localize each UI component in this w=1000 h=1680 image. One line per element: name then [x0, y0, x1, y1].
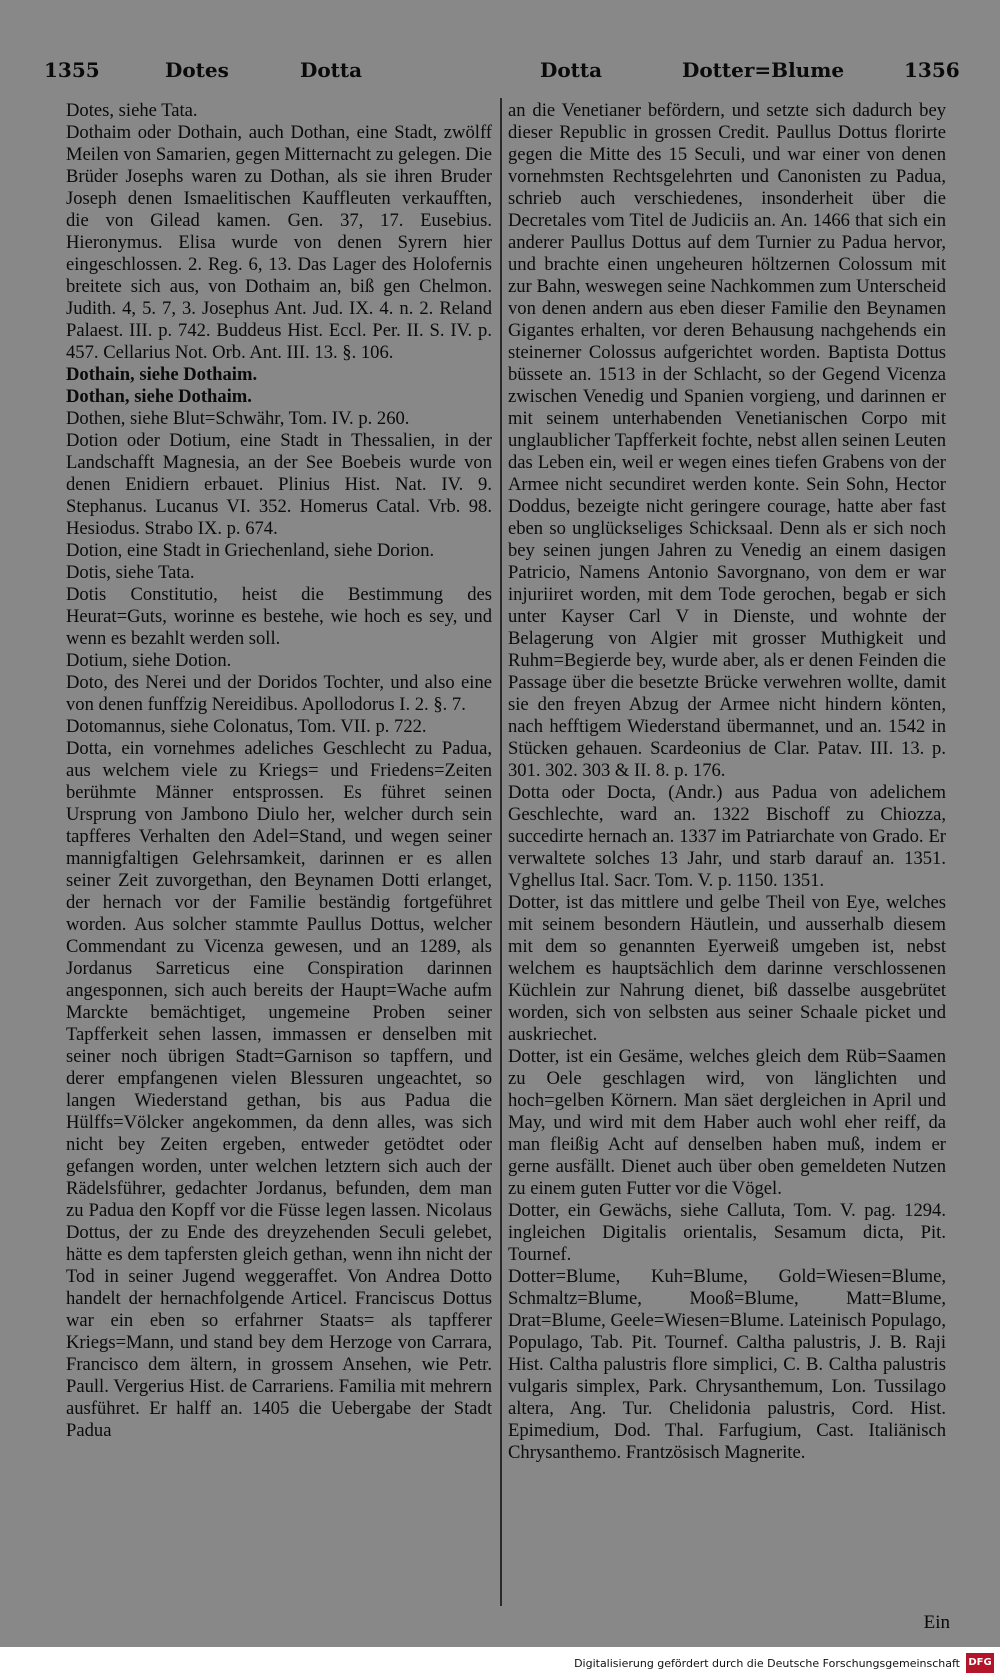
running-head-right: Dotta — [540, 58, 603, 82]
dfg-logo: DFG — [966, 1653, 994, 1673]
left-column — [66, 100, 492, 1442]
entry: Dotium, siehe Dotion. — [66, 650, 232, 671]
entry: Dotis Constitutio, heist die Bestimmung des Heurat=Guts, worinne es bestehe, wie hoch es sey, und wenn es bezahlt werden soll. — [66, 584, 492, 649]
entry: Dotion oder Dotium, eine Stadt in Thessalien, in der Landschafft Magnesia, an der See Boebeis wurde von denen Enidiern erbauet. Plinius Hist. Nat. IV. 9. Stephanus. Lucanus VI. 352. Homerus Catal. Vrb. 98. Hesiodus. Strabo IX. p. 674. — [66, 430, 492, 539]
entry: Dotes, siehe Tata. — [66, 100, 198, 121]
catchword: Ein — [923, 1612, 950, 1633]
right-column — [508, 100, 946, 1464]
entry: Dotter=Blume, Kuh=Blume, Gold=Wiesen=Blume, Schmaltz=Blume, Mooß=Blume, Matt=Blume, Drat=Blume, Geele=Wiesen=Blume. Lateinisch Populago, Populago, Tab. Pit. Tournef. Caltha palustris, J. B. Raji Hist. Caltha palustris flore simplici, C. B. Caltha palustris vulgaris simplex, Park. Chrysanthemum, Lon. Tussilago altera, Ang. Tur. Chelidonia palustris, Cord. Hist. Epimedium, Dod. Thal. Farfugium, Cast. Italiänisch Chrysanthemo. Frantzösisch Magnerite. — [508, 1266, 946, 1463]
entry: Dotomannus, siehe Colonatus, Tom. VII. p. 722. — [66, 716, 427, 737]
footer-bar — [0, 1647, 1000, 1680]
running-head-right-2: Dotter=Blume — [682, 58, 845, 82]
entry: Dotion, eine Stadt in Griechenland, siehe Dorion. — [66, 540, 435, 561]
entry: Dotta oder Docta, (Andr.) aus Padua von adelichem Geschlechte, ward an. 1322 Bischoff zu Chiozza, succedirte hernach an. 1337 im Patriarchate von Grado. Er verwaltete solches 13 Jahr, und starb darauf an. 1351. Vghellus Ital. Sacr. Tom. V. p. 1150. 1351. — [508, 782, 946, 891]
page-number-right: 1356 — [904, 58, 960, 82]
entry: Dothain, siehe Dothaim. — [66, 364, 258, 385]
funding-credit: Digitalisierung gefördert durch die Deutsche Forschungsgemeinschaft — [574, 1657, 960, 1670]
page-number-left: 1355 — [44, 58, 100, 82]
entry: Doto, des Nerei und der Doridos Tochter, und also eine von denen funffzig Nereidibus. Apollodorus I. 2. §. 7. — [66, 672, 492, 715]
running-head-left: Dotes — [165, 58, 229, 82]
entry: Dotta, ein vornehmes adeliches Geschlecht zu Padua, aus welchem viele zu Kriegs= und Friedens=Zeiten berühmte Männer entsprossen. Es führet seinen Ursprung von Jambono Diulo her, welcher durch sein tapfferes Verhalten den Adel=Stand, und wegen seiner mannigfaltigen Gelehrsamkeit, darinnen er es allen seiner Zeit zuvorgethan, den Beynamen Dotti erlanget, der hernach vor der Familie beständig fortgeführet worden. Aus solcher stammte Paullus Dottus, welcher Commendant zu Vicenza gewesen, und an 1289, als Jordanus Sarreticus eine Conspiration darinnen angesponnen, sich auch bereits der Haupt=Wache aufm Marckte bemächtiget, ungemeine Proben seiner Tapfferkeit sehen lassen, immassen er denselben mit seiner noch übrigen Stadt=Garnison so tapffern, und derer empfangenen vielen Blessuren ungeachtet, so langen Wiederstand gethan, bis aus Padua die Hülffs=Völcker angekommen, da denn alles, was sich nicht bey Zeiten ergeben, entweder getödtet oder gefangen worden, unter welchen letztern sich auch der Rädelsführer, gedachter Jordanus, befunden, dem man zu Padua den Kopff vor die Füsse legen lassen. Nicolaus Dottus, der zu Ende des dreyzehenden Seculi gelebet, hätte es dem tapfersten gleich gethan, wenn ihn nicht der Tod in seiner Jugend weggeraffet. Von Andrea Dotto handelt der hernachfolgende Articel. Franciscus Dottus war ein eben so erfahrner Staats= als tapfferer Kriegs=Mann, und stand bey dem Herzoge von Carrara, Francisco dem ältern, in grossem Ansehen, wie Petr. Paull. Vergerius Hist. de Carrariens. Familia mit mehrern ausführet. Er halff an. 1405 die Uebergabe der Stadt Padua — [66, 738, 492, 1441]
column-divider — [500, 98, 502, 1606]
entry: Dotter, ein Gewächs, siehe Calluta, Tom. V. pag. 1294. ingleichen Digitalis orientalis, Sesamum dicta, Pit. Tournef. — [508, 1200, 946, 1265]
entry: Dothaim oder Dothain, auch Dothan, eine Stadt, zwölff Meilen von Samarien, gegen Mitternacht zu gelegen. Die Brüder Josephs waren zu Dothan, als sie ihren Bruder Joseph denen Ismaelitischen Kauffleuten verkaufften, die von Gilead kamen. Gen. 37, 17. Eusebius. Hieronymus. Elisa wurde von denen Syrern hier eingeschlossen. 2. Reg. 6, 13. Das Lager des Holofernis breitete sich aus, von Dothaim an, biß gen Chelmon. Judith. 4, 5. 7, 3. Josephus Ant. Jud. IX. 4. n. 2. Reland Palaest. III. p. 742. Buddeus Hist. Eccl. Per. II. S. IV. p. 457. Cellarius Not. Orb. Ant. III. 13. §. 106. — [66, 122, 492, 363]
entry: Dotter, ist das mittlere und gelbe Theil von Eye, welches mit seinem besondern Häutlein, und ausserhalb diesem mit dem so genannten Eyerweiß umgeben ist, nebst welchem es hauptsächlich dem darinne verschlossenen Küchlein zur Nahrung dienet, biß dasselbe ausgebrütet worden, sich von selbsten aus seiner Schaale picket und auskriechet. — [508, 892, 946, 1045]
entry: Dothen, siehe Blut=Schwähr, Tom. IV. p. 260. — [66, 408, 410, 429]
entry: Dotter, ist ein Gesäme, welches gleich dem Rüb=Saamen zu Oele geschlagen wird, von länglichten und hoch=gelben Körnern. Man säet dergleichen in April und May, und wird mit dem Haber auch wohl eher reiff, da man fleißig Acht auf denselben haben muß, indem er gerne ausfällt. Dienet auch über oben gemeldeten Nutzen zu einem guten Futter vor die Vögel. — [508, 1046, 946, 1199]
entry: Dotis, siehe Tata. — [66, 562, 195, 583]
running-head-left-2: Dotta — [300, 58, 363, 82]
entry: Dothan, siehe Dothaim. — [66, 386, 252, 407]
entry-continued: an die Venetianer befördern, und setzte sich dadurch bey dieser Republic in grossen Credit. Paullus Dottus florirte gegen die Mitte des 15 Seculi, und war einer von denen vornehmsten Rechtsgelehrten und Canonisten zu Padua, schrieb auch verschiedenes, insonderheit über die Decretales vom Titel de Judiciis an. An. 1466 that sich ein anderer Paullus Dottus auf dem Turnier zu Padua hervor, und brachte einen ungeheuren höltzernen Colossum mit zur Bahn, weswegen seine Nachkommen zum Unterscheid von denen andern aus eben dieser Familie den Beynamen Gigantes erhalten, vor deren Behausung nachgehends ein steinerner Colossus aufgerichtet worden. Baptista Dottus büssete an. 1513 in der Schlacht, so der Gegend Vicenza zwischen Venedig und Spanien vorgieng, und darinnen er mit seinem unterhabenden Venetianischen Corpo mit unglaublicher Tapfferkeit fochte, nebst allen seinen Leuten das Leben ein, weil er wegen eines tiefen Grabens von der Armee nicht secundiret werden konte. Sein Sohn, Hector Doddus, bezeigte nicht geringere courage, hatte aber fast eben so unglückseliges Schicksaal. Denn als er sich noch bey seinen jungen Jahren zu Venedig an einem dasigen Patricio, Namens Antonio Savorgnano, von dem er war injuriiret worden, mit dem Tode gerochen, begab er sich unter Kayser Carl V in Dienste, und wohnte der Belagerung von Algier mit grosser Muthigkeit und Ruhm=Begierde bey, wurde aber, als er denen Feinden die Passage über die besetzte Brücke verwehren wollte, damit sie den freyen Abzug der Armee nicht hindern könten, nach hefftigem Wiederstand übermannet, und an. 1542 in Stücken gehauen. Scardeonius de Clar. Patav. III. 13. p. 301. 302. 303 & II. 8. p. 176. — [508, 100, 946, 781]
